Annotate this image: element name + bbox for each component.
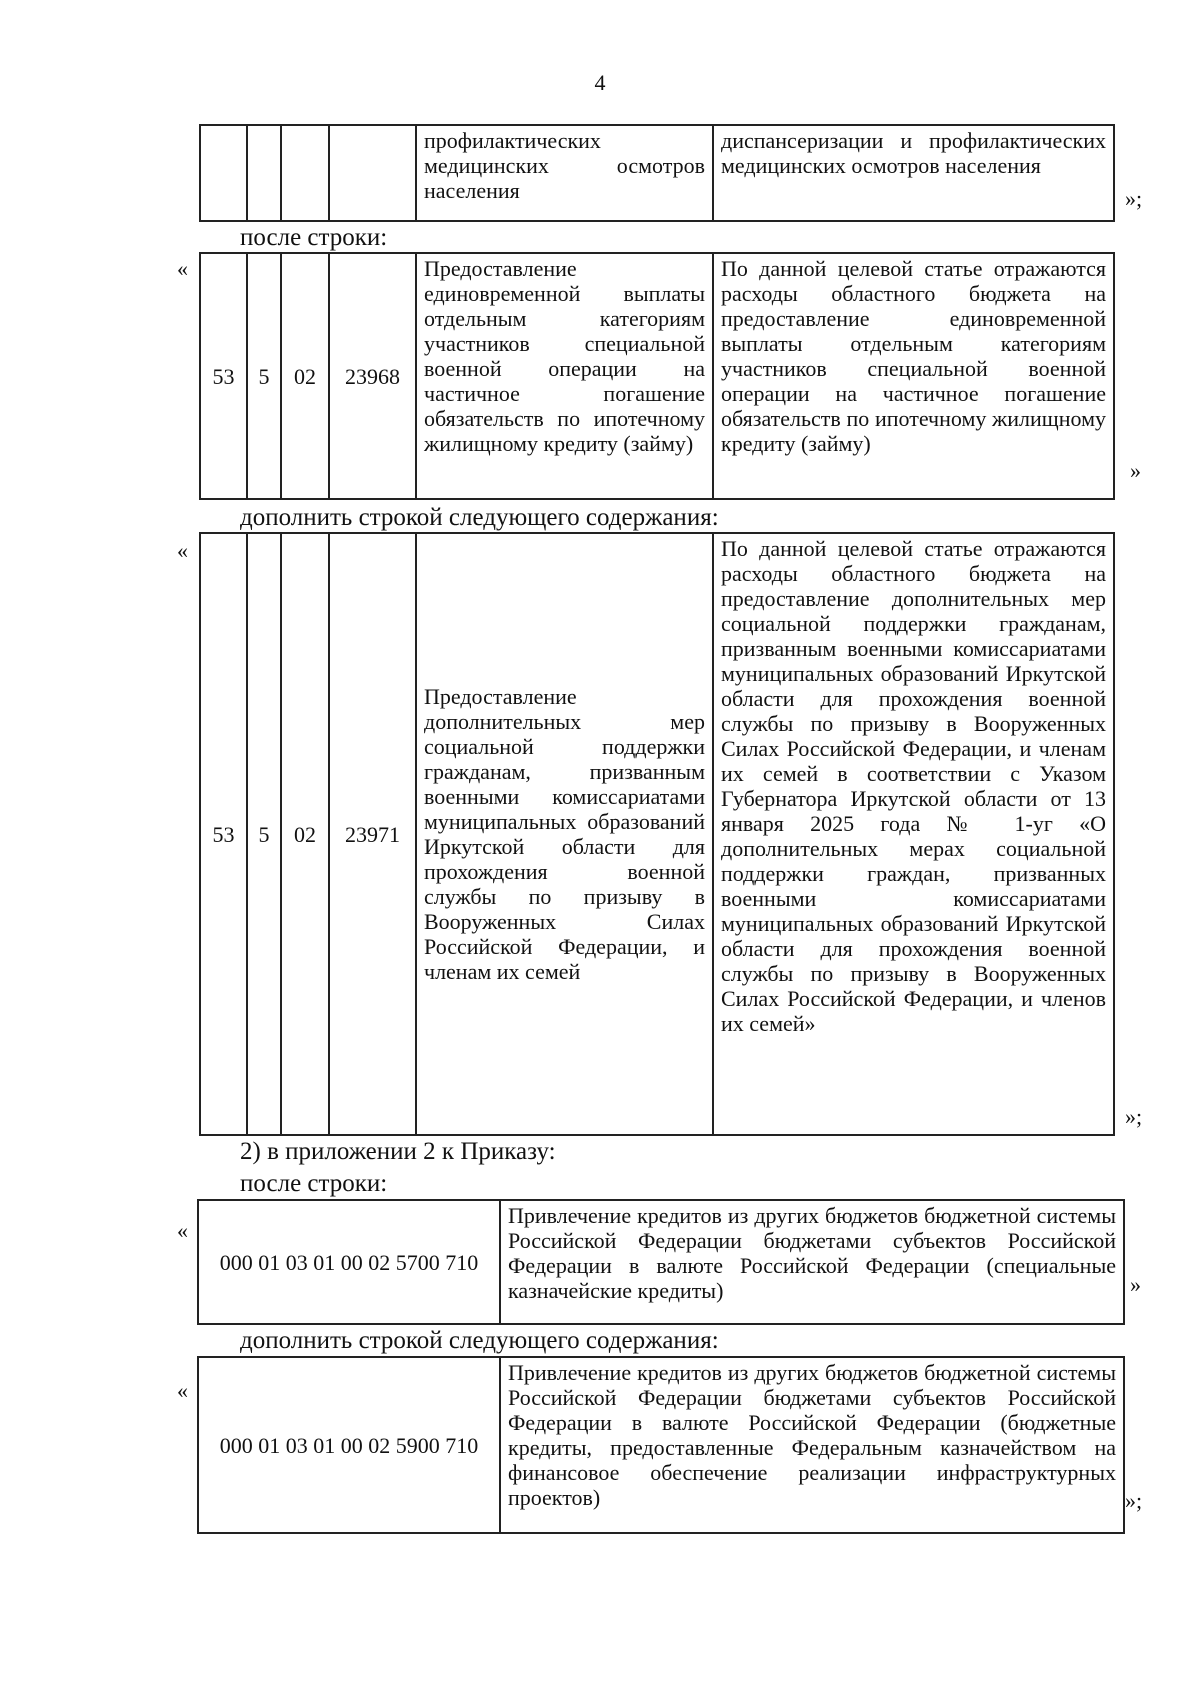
cell-name: Предоставление дополнительных мер социальной поддержки гражданам, призванным военными комиссариатами муниципальных образований Иркутской области для прохождения военной службы по призыву в Вооруженных Силах Российской Федерации, и членам их семей bbox=[416, 533, 713, 1135]
table-top-continuation bbox=[199, 124, 1115, 222]
cell-c3: 02 bbox=[281, 253, 329, 499]
cell-c1: 53 bbox=[200, 533, 247, 1135]
cell-c2: 5 bbox=[247, 533, 281, 1135]
cell-description: По данной целевой статье отражаются расходы областного бюджета на предоставление единовременной выплаты отдельным категориям участников специальной военной операции на частичное погашение обязательств по ипотечному жилищному кредиту (займу) bbox=[713, 253, 1114, 499]
cell-description: диспансеризации и профилактических медицинских осмотров населения bbox=[713, 125, 1114, 221]
table-row bbox=[198, 1200, 1124, 1324]
table-new-row bbox=[199, 532, 1115, 1136]
table-row bbox=[198, 1357, 1124, 1533]
open-quote: « bbox=[177, 256, 188, 281]
cell-description: Привлечение кредитов из других бюджетов бюджетной системы Российской Федерации бюджетами субъектов Российской Федерации в валюте Российской Федерации (специальные казначейские кредиты) bbox=[500, 1200, 1124, 1324]
cell-c2: 5 bbox=[247, 253, 281, 499]
close-quote: » bbox=[1130, 1272, 1141, 1297]
close-quote: »; bbox=[1125, 1104, 1143, 1129]
after-row-label: после строки: bbox=[240, 224, 388, 251]
close-quote: »; bbox=[1125, 186, 1143, 211]
cell-code: 000 01 03 01 00 02 5700 710 bbox=[198, 1200, 500, 1324]
cell-code: 000 01 03 01 00 02 5900 710 bbox=[198, 1357, 500, 1533]
cell-c1: 53 bbox=[200, 253, 247, 499]
table-row bbox=[200, 125, 1114, 221]
table-existing-row bbox=[199, 252, 1115, 500]
cell-c3 bbox=[281, 125, 329, 221]
table-code-existing bbox=[197, 1199, 1125, 1325]
cell-c1 bbox=[200, 125, 247, 221]
cell-c4: 23968 bbox=[329, 253, 416, 499]
cell-name: Предоставление единовременной выплаты отдельным категориям участников специальной военной операции на частичное погашение обязательств по ипотечному жилищному кредиту (займу) bbox=[416, 253, 713, 499]
cell-name: профилактических медицинских осмотров населения bbox=[416, 125, 713, 221]
supplement-label: дополнить строкой следующего содержания: bbox=[240, 504, 719, 531]
supplement-label: дополнить строкой следующего содержания: bbox=[240, 1327, 719, 1354]
cell-c4: 23971 bbox=[329, 533, 416, 1135]
after-row-label: после строки: bbox=[240, 1170, 388, 1197]
cell-description: Привлечение кредитов из других бюджетов бюджетной системы Российской Федерации бюджетами субъектов Российской Федерации в валюте Российской Федерации (бюджетные кредиты, предоставленные Федеральным казначейством на финансовое обеспечение реализации инфраструктурных проектов) bbox=[500, 1357, 1124, 1533]
item-2: 2) в приложении 2 к Приказу: bbox=[240, 1138, 556, 1165]
cell-c4 bbox=[329, 125, 416, 221]
open-quote: « bbox=[177, 1378, 188, 1403]
table-code-new bbox=[197, 1356, 1125, 1534]
close-quote: »; bbox=[1125, 1488, 1143, 1513]
table-row bbox=[200, 253, 1114, 499]
page-number: 4 bbox=[594, 70, 606, 95]
cell-c2 bbox=[247, 125, 281, 221]
close-quote: » bbox=[1130, 458, 1141, 483]
open-quote: « bbox=[177, 538, 188, 563]
cell-description: По данной целевой статье отражаются расходы областного бюджета на предоставление дополнительных мер социальной поддержки гражданам, призванным военными комиссариатами муниципальных образований Иркутской области для прохождения военной службы по призыву в Вооруженных Силах Российской Федерации, и членам их семей в соответствии с Указом Губернатора Иркутской области от 13 января 2025 года № 1-уг «О дополнительных мерах социальной поддержки граждан, призванных военными комиссариатами муниципальных образований Иркутской области для прохождения военной службы по призыву в Вооруженных Силах Российской Федерации, и членов их семей» bbox=[713, 533, 1114, 1135]
table-row bbox=[200, 533, 1114, 1135]
cell-c3: 02 bbox=[281, 533, 329, 1135]
open-quote: « bbox=[177, 1218, 188, 1243]
